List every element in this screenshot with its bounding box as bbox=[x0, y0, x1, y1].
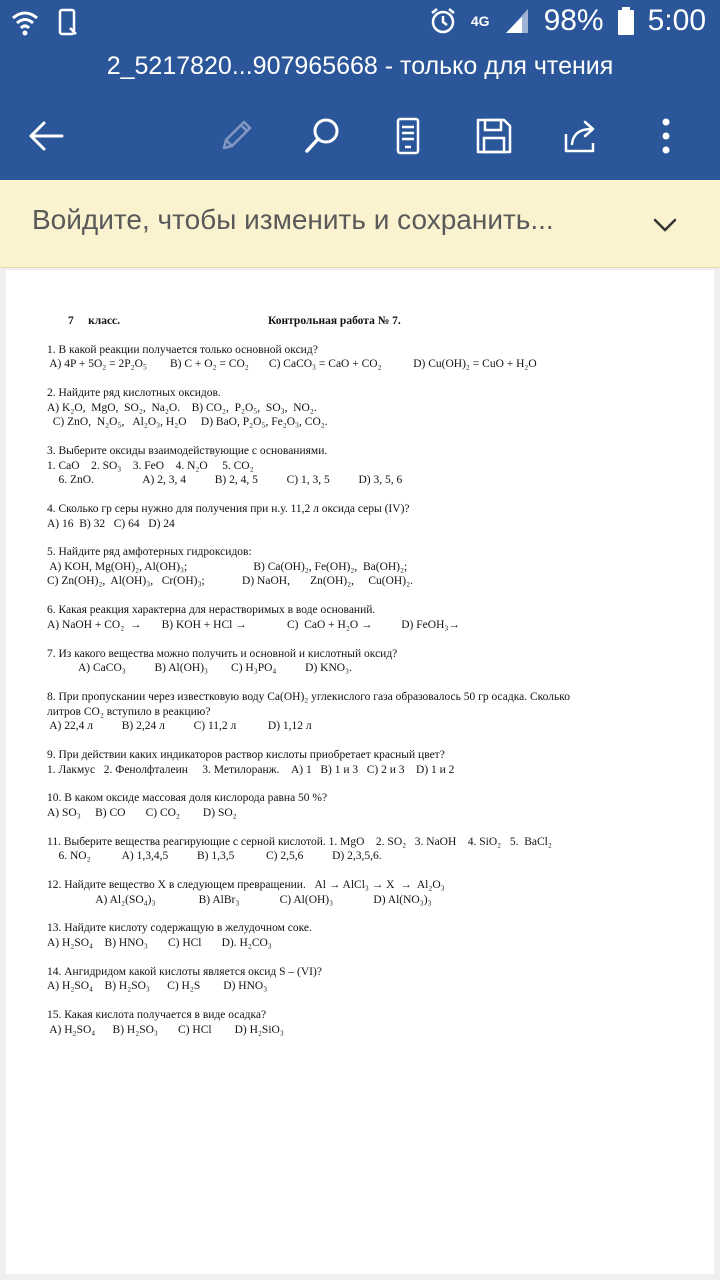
reading-view-button[interactable] bbox=[378, 106, 438, 166]
question-text: 8. При пропускании через известковую воду Ca(OH)₂ углекислого газа образовалось 50 гр осадка. Сколько bbox=[47, 691, 571, 703]
share-button[interactable] bbox=[550, 106, 610, 166]
question-block bbox=[47, 1008, 687, 1037]
answer-line: литров CO₂ вступило в реакцию? bbox=[47, 705, 211, 718]
answer-line: A) H₂SO₄ B) H₂SO₃ C) H₂S D) HNO₃ bbox=[47, 980, 268, 993]
signal-icon bbox=[504, 7, 530, 35]
save-button[interactable] bbox=[464, 106, 524, 166]
clock: 5:00 bbox=[647, 4, 706, 37]
answer-line: A) 4P + 5O₂ = 2P₂O₅ B) C + O₂ = CO₂ C) CaCO₃ = CaO + CO₂ D) Cu(OH)₂ = CuO + H₂O bbox=[47, 358, 537, 371]
toolbar bbox=[0, 92, 720, 180]
question-block bbox=[47, 791, 687, 820]
answer-line: A) KOH, Mg(OH)₂, Al(OH)₃; B) Ca(OH)₂, Fe(OH)₂, Ba(OH)₂; bbox=[47, 560, 408, 573]
answer-line: A) H₂SO₄ B) HNO₃ C) HCl D). H₂CO₃ bbox=[47, 937, 272, 950]
back-button[interactable] bbox=[16, 106, 76, 166]
alarm-icon bbox=[429, 7, 457, 35]
question-block bbox=[47, 545, 687, 589]
answer-line: A) Al₂(SO₄)₃ B) AlBr₃ C) Al(OH)₃ D) Al(NO₃)₃ bbox=[47, 893, 432, 906]
answer-line: A) 16 B) 32 C) 64 D) 24 bbox=[47, 517, 175, 530]
answer-line: 1. CaO 2. SO₃ 3. FeO 4. N₂O 5. CO₂ bbox=[47, 459, 254, 472]
question-block bbox=[47, 343, 687, 372]
grade-label: 7 класс. bbox=[68, 315, 121, 327]
wifi-icon bbox=[10, 8, 40, 38]
document-header bbox=[47, 314, 687, 329]
answer-line: 6. ZnO. A) 2, 3, 4 B) 2, 4, 5 C) 1, 3, 5 D) 3, 5, 6 bbox=[47, 474, 403, 487]
question-text: 9. При действии каких индикаторов раствор кислоты приобретает красный цвет? bbox=[47, 748, 445, 761]
edit-button[interactable] bbox=[206, 106, 266, 166]
question-block bbox=[47, 690, 687, 734]
question-text: 5. Найдите ряд амфотерных гидроксидов: bbox=[47, 546, 252, 559]
question-text: 14. Ангидридом какой кислоты является оксид S – (VI)? bbox=[47, 965, 322, 978]
sign-in-banner-text: Войдите, чтобы изменить и сохранить... bbox=[32, 204, 554, 235]
network-type: 4G bbox=[470, 13, 490, 29]
question-block bbox=[47, 386, 687, 430]
more-options-icon bbox=[646, 116, 686, 156]
status-bar bbox=[0, 0, 720, 48]
title-bar bbox=[0, 48, 720, 92]
question-block bbox=[47, 878, 687, 907]
answer-line: C) ZnO, N₂O₅, Al₂O₃, H₂O D) BaO, P₂O₅, Fe₂O₃, CO₂. bbox=[47, 416, 328, 429]
question-text: 6. Какая реакция характерна для нерастворимых в воде оснований. bbox=[47, 604, 376, 617]
search-button[interactable] bbox=[292, 106, 352, 166]
question-block bbox=[47, 444, 687, 488]
answer-line: A) K₂O, MgO, SO₂, Na₂O. B) CO₂, P₂O₅, SO₃, NO₂. bbox=[47, 401, 317, 414]
test-title: Контрольная работа № 7. bbox=[268, 315, 401, 327]
question-text: 4. Сколько гр серы нужно для получения при н.у. 11,2 л оксида серы (IV)? bbox=[47, 502, 410, 515]
battery-percent: 98% bbox=[543, 4, 604, 37]
answer-line: C) Zn(OH)₂, Al(OH)₃, Cr(OH)₃; D) NaOH, Zn(OH)₂, Cu(OH)₂. bbox=[47, 575, 413, 588]
back-arrow-icon bbox=[26, 116, 66, 156]
device-sync-icon bbox=[54, 8, 84, 38]
question-text: 13. Найдите кислоту содержащую в желудочном соке. bbox=[47, 922, 312, 935]
chevron-down-icon[interactable] bbox=[650, 210, 680, 240]
question-block bbox=[47, 748, 687, 777]
answer-line: 1. Лакмус 2. Фенолфталеин 3. Метилоранж. A) 1 B) 1 и 3 C) 2 и 3 D) 1 и 2 bbox=[47, 763, 455, 776]
question-block bbox=[47, 603, 687, 632]
question-block bbox=[47, 835, 687, 864]
question-text: 11. Выберите вещества реагирующие с серной кислотой. 1. MgO 2. SO₂ 3. NaOH 4. SiO₂ 5. BaCl₂ bbox=[47, 835, 552, 848]
answer-line: 6. NO₂ A) 1,3,4,5 B) 1,3,5 C) 2,5,6 D) 2,3,5,6. bbox=[47, 850, 382, 863]
answer-line: A) H₂SO₄ B) H₂SO₃ C) HCl D) H₂SiO₃ bbox=[47, 1023, 284, 1036]
answer-line: A) NaOH + CO₂ → B) KOH + HCl → C) CaO + H₂O → D) FeOH₃→ bbox=[47, 618, 460, 631]
question-text: 1. В какой реакции получается только основной оксид? bbox=[47, 343, 318, 356]
question-list bbox=[47, 343, 687, 1038]
sign-in-banner[interactable] bbox=[0, 180, 720, 268]
answer-line: A) SO₃ B) CO C) CO₂ D) SO₂ bbox=[47, 806, 237, 819]
question-text: 2. Найдите ряд кислотных оксидов. bbox=[47, 386, 221, 399]
question-block bbox=[47, 647, 687, 676]
edit-pencil-icon bbox=[216, 116, 256, 156]
question-text: 7. Из какого вещества можно получить и основной и кислотный оксид? bbox=[47, 647, 398, 660]
save-icon bbox=[474, 116, 514, 156]
share-icon bbox=[560, 116, 600, 156]
reading-view-icon bbox=[388, 116, 428, 156]
search-icon bbox=[302, 116, 342, 156]
question-block bbox=[47, 921, 687, 950]
more-options-button[interactable] bbox=[636, 106, 696, 166]
question-text: 12. Найдите вещество X в следующем превращении. Al → AlCl₃ → X → Al₂O₃ bbox=[47, 879, 445, 892]
question-block bbox=[47, 965, 687, 994]
answer-line: A) 22,4 л B) 2,24 л C) 11,2 л D) 1,12 л bbox=[47, 720, 312, 733]
battery-icon bbox=[618, 7, 634, 35]
question-block bbox=[47, 502, 687, 531]
document-title: 2_5217820...907965668 - только для чтения bbox=[106, 52, 614, 80]
answer-line: A) CaCO₃ B) Al(OH)₃ C) H₃PO₄ D) KNO₃. bbox=[47, 662, 352, 675]
question-text: 15. Какая кислота получается в виде осадка? bbox=[47, 1009, 267, 1022]
question-text: 3. Выберите оксиды взаимодействующие с основаниями. bbox=[47, 444, 328, 457]
document-body bbox=[47, 314, 687, 1052]
question-text: 10. В каком оксиде массовая доля кислорода равна 50 %? bbox=[47, 792, 328, 805]
document-page[interactable] bbox=[6, 270, 714, 1274]
